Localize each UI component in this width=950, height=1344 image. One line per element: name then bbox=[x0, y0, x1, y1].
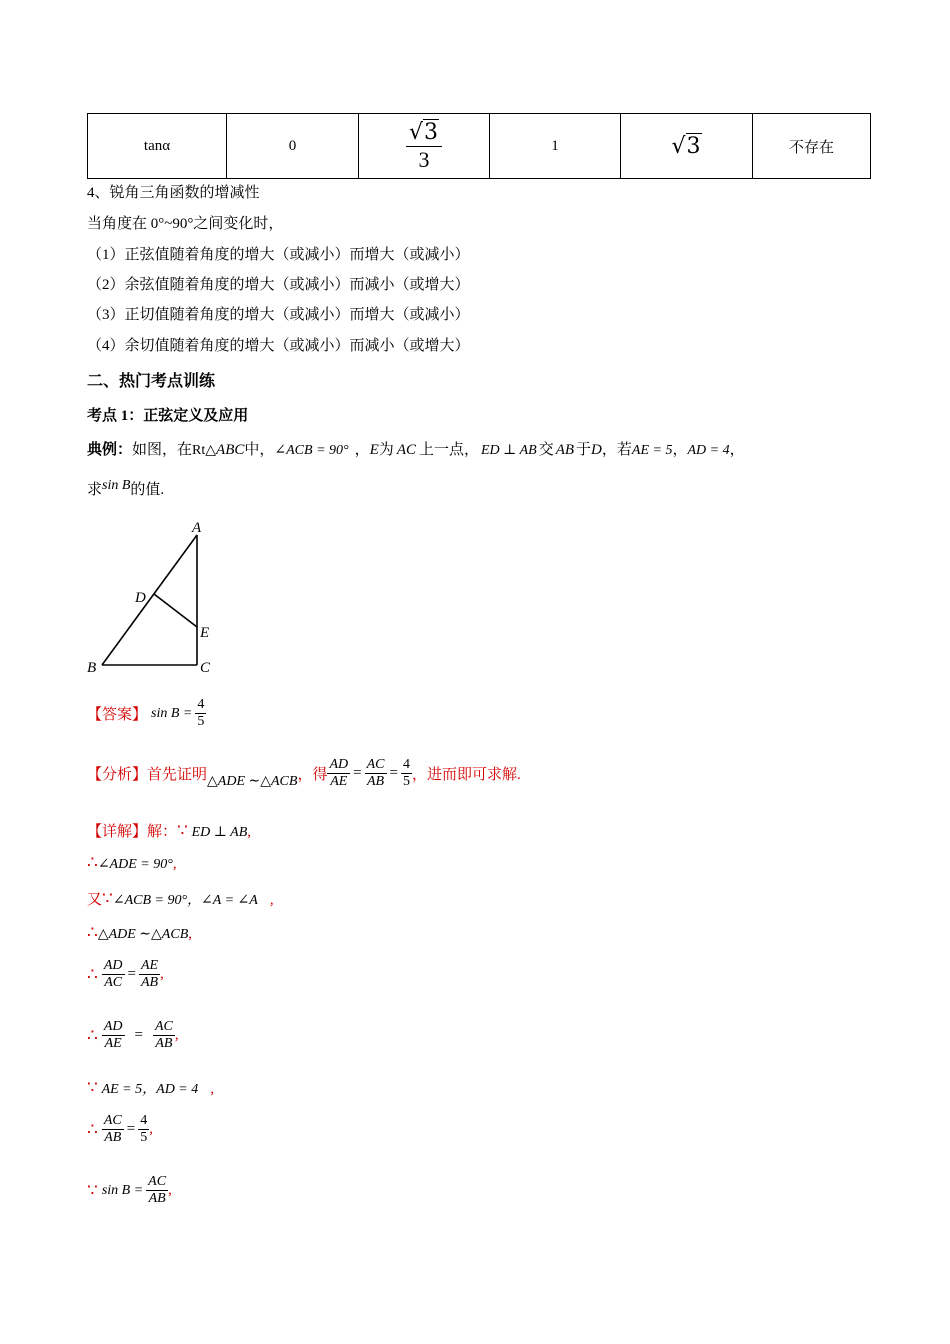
monotonic-intro: 当角度在 0°~90°之间变化时， bbox=[87, 216, 284, 232]
monotonic-item-3: （3）正切值随着角度的增大（或减小）而增大（或减小） bbox=[87, 307, 470, 323]
table-cell-1: 1 bbox=[490, 114, 621, 179]
detail-line-1: 【详解】解：∵ ED ⊥ AB, bbox=[87, 821, 252, 840]
table-cell-label: tanα bbox=[88, 114, 227, 179]
triangle-figure bbox=[80, 515, 220, 680]
table-cell-0: 0 bbox=[227, 114, 359, 179]
monotonic-item-2: （2）余弦值随着角度的增大（或减小）而减小（或增大） bbox=[87, 277, 470, 293]
frac-ad-ae: $\frac{AD}{AE}$ bbox=[103, 1019, 123, 1052]
perpendicular-condition: ED ⊥ AB bbox=[481, 443, 537, 458]
detail-line-6: ∴ $\frac{AD}{AE}$ = $\frac{AC}{AB}$ , bbox=[87, 1019, 179, 1052]
table-cell-sqrt3 bbox=[621, 114, 753, 179]
monotonic-item-4: （4）余切值随着角度的增大（或减小）而减小（或增大） bbox=[87, 338, 470, 354]
example-label: 典例： bbox=[87, 442, 133, 458]
frac-ac-ab: $\frac{AC}{AB}$ bbox=[154, 1019, 173, 1052]
side-ab bbox=[102, 535, 197, 665]
table-row-tan bbox=[88, 114, 871, 179]
section-title: 二、热门考点训练 bbox=[87, 373, 216, 390]
frac-sinb-ac-ab: $\frac{AC}{AB}$ bbox=[148, 1174, 167, 1207]
trig-table bbox=[87, 113, 871, 179]
section-subtitle: 考点 1：正弦定义及应用 bbox=[87, 408, 249, 424]
sin-b: sin B bbox=[102, 478, 131, 493]
segment-de bbox=[154, 594, 197, 627]
analysis-tag: 【分析】 bbox=[87, 767, 148, 784]
analysis-frac-4-5: $\frac{4}{5}$ bbox=[402, 757, 410, 790]
sqrt3: √3 bbox=[671, 133, 701, 159]
sqrt3-over-3-fraction: $\frac{√3}{3}$ bbox=[406, 121, 442, 171]
detail-line-7: ∵ AE = 5，AD = 4 , bbox=[87, 1078, 214, 1097]
example-line-1: 典例：如图，在Rt△ABC中，∠ACB = 90° ，E为 AC 上一点， ED ⊥ AB 交 AB 于D，若AE = 5，AD = 4， bbox=[87, 442, 745, 458]
detail-line-9: ∵ sin B = $\frac{AC}{AB}$ , bbox=[87, 1174, 172, 1207]
detail-tag: 【详解】 bbox=[87, 824, 148, 840]
frac-4-5: $\frac{4}{5}$ bbox=[140, 1113, 148, 1146]
detail-line-2: ∴∠ADE = 90°, bbox=[87, 853, 177, 872]
label-c: C bbox=[200, 660, 211, 676]
detail-line-8: ∴ $\frac{AC}{AB}$ = $\frac{4}{5}$ , bbox=[87, 1113, 153, 1146]
answer-tag: 【答案】 bbox=[87, 707, 148, 724]
analysis-frac-ac-ab: $\frac{AC}{AB}$ bbox=[366, 757, 385, 790]
ad-condition: AD = 4 bbox=[687, 443, 730, 458]
frac-ad-ac: $\frac{AD}{AC}$ bbox=[103, 958, 123, 991]
answer-line: 【答案】 sin B = $\frac{4}{5}$ bbox=[87, 697, 205, 730]
answer-fraction: $\frac{4}{5}$ bbox=[197, 697, 205, 730]
detail-line-4: ∴△ADE ∼△ACB, bbox=[87, 923, 192, 942]
analysis-line: 【分析】 首先证明 △ADE ∼△ACB ，得 $\frac{AD}{AE}$ = $\frac{AC}{AB}$ = $\frac{4}{5}$ ，进而即可求解. bbox=[87, 757, 521, 790]
because-symbol: ∵ bbox=[177, 821, 188, 840]
label-e: E bbox=[200, 625, 210, 641]
label-d: D bbox=[135, 590, 146, 606]
label-b: B bbox=[87, 660, 97, 676]
detail-line-5: ∴ $\frac{AD}{AC}$ = $\frac{AE}{AB}$ , bbox=[87, 958, 164, 991]
ae-condition: AE = 5 bbox=[631, 443, 673, 458]
label-a: A bbox=[192, 520, 202, 536]
therefore-symbol: ∴ bbox=[87, 853, 98, 872]
monotonic-heading: 4、锐角三角函数的增减性 bbox=[87, 185, 260, 201]
frac-ac-ab-2: $\frac{AC}{AB}$ bbox=[103, 1113, 122, 1146]
table-cell-sqrt3-over-3 bbox=[359, 114, 490, 179]
frac-ae-ab: $\frac{AE}{AB}$ bbox=[140, 958, 159, 991]
monotonic-item-1: （1）正弦值随着角度的增大（或减小）而增大（或减小） bbox=[87, 247, 470, 263]
similar-triangles: △ADE ∼△ACB bbox=[207, 774, 298, 790]
detail-line-3: 又∵∠ACB = 90°，∠A = ∠A , bbox=[87, 889, 274, 908]
angle-acb-condition: ∠ACB = 90° bbox=[274, 443, 349, 458]
analysis-frac-ad-ae: $\frac{AD}{AE}$ bbox=[329, 757, 349, 790]
table-cell-undefined: 不存在 bbox=[753, 114, 871, 179]
example-line-2: 求sin B的值. bbox=[87, 478, 165, 498]
